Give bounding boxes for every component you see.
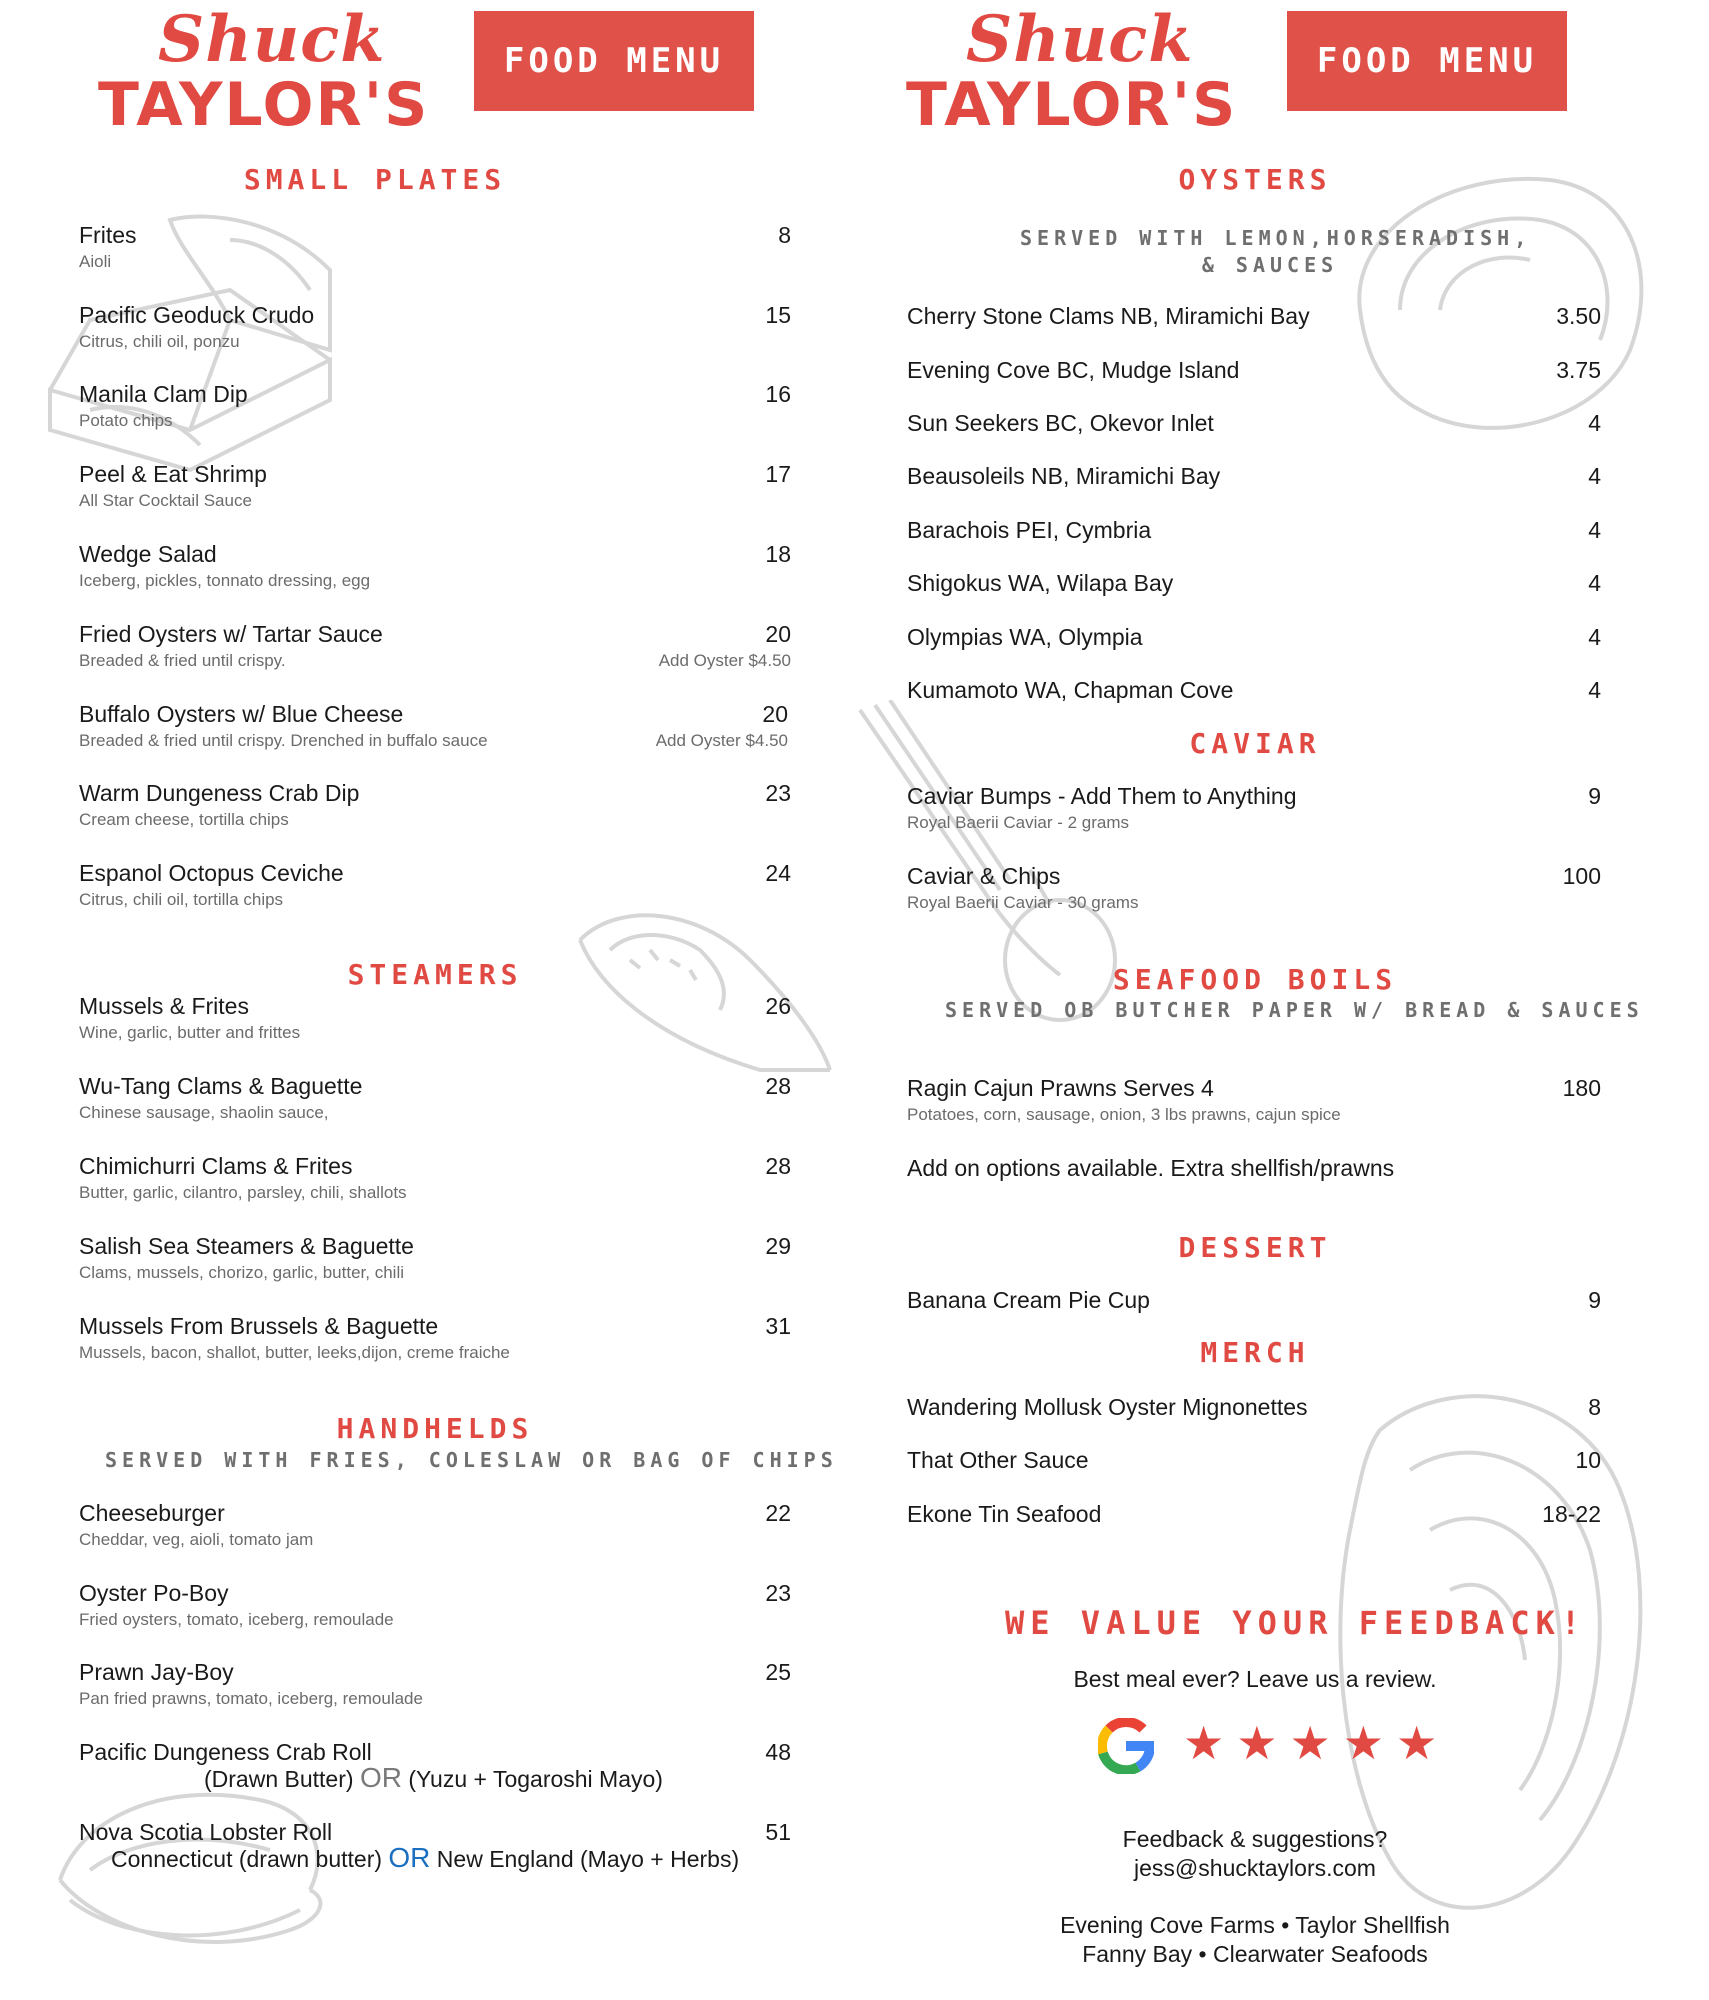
menu-item xyxy=(79,1500,791,1550)
item-price: 31 xyxy=(765,1313,791,1339)
menu-item xyxy=(79,541,791,591)
section-subtitle: & SAUCES xyxy=(1201,253,1339,277)
item-addon: Add Oyster $4.50 xyxy=(655,731,788,750)
menu-item xyxy=(907,863,1601,913)
menu-item xyxy=(79,1153,791,1203)
or-separator: OR xyxy=(388,1842,431,1873)
item-name: Banana Cream Pie Cup xyxy=(907,1287,1150,1313)
item-name: Cheeseburger xyxy=(79,1500,225,1526)
item-description: Potato chips xyxy=(79,411,173,430)
item-price: 51 xyxy=(765,1819,791,1845)
menu-item xyxy=(907,303,1601,333)
menu-item xyxy=(907,410,1601,440)
item-price: 24 xyxy=(765,860,791,886)
item-addon: Add Oyster $4.50 xyxy=(658,651,791,670)
menu-item xyxy=(79,1313,791,1363)
item-name: Frites xyxy=(79,222,137,248)
item-price: 3.75 xyxy=(1556,357,1601,383)
item-options xyxy=(204,1762,663,1794)
item-description: All Star Cocktail Sauce xyxy=(79,491,252,510)
item-description: Breaded & fried until crispy. Drenched in buffalo sauce xyxy=(79,731,488,750)
item-description: Citrus, chili oil, ponzu xyxy=(79,332,240,351)
menu-item xyxy=(79,1233,791,1283)
menu-item xyxy=(907,1287,1601,1317)
menu-item xyxy=(907,463,1601,493)
item-price: 4 xyxy=(1588,677,1601,703)
item-price: 17 xyxy=(765,461,791,487)
item-price: 3.50 xyxy=(1556,303,1601,329)
item-price: 20 xyxy=(762,701,788,727)
item-price: 4 xyxy=(1588,410,1601,436)
menu-item xyxy=(907,1501,1601,1531)
item-description: Cheddar, veg, aioli, tomato jam xyxy=(79,1530,314,1549)
item-name: Pacific Geoduck Crudo xyxy=(79,302,315,328)
section-subtitle: SERVED WITH LEMON,HORSERADISH, xyxy=(1020,226,1532,250)
menu-item xyxy=(907,677,1601,707)
item-price: 180 xyxy=(1562,1075,1601,1101)
item-description: Iceberg, pickles, tonnato dressing, egg xyxy=(79,571,371,590)
section-title-seafood-boils: SEAFOOD BOILS xyxy=(1112,963,1398,996)
item-name: Mussels From Brussels & Baguette xyxy=(79,1313,439,1339)
item-name: Ekone Tin Seafood xyxy=(907,1501,1102,1527)
menu-item xyxy=(907,783,1601,833)
item-name: Oyster Po-Boy xyxy=(79,1580,229,1606)
item-description: Pan fried prawns, tomato, iceberg, remoulade xyxy=(79,1689,423,1708)
item-name: Buffalo Oysters w/ Blue Cheese xyxy=(79,701,404,727)
menu-item xyxy=(79,1073,791,1123)
item-description: Mussels, bacon, shallot, butter, leeks,dijon, creme fraiche xyxy=(79,1343,510,1362)
item-price: 28 xyxy=(765,1073,791,1099)
section-title-small-plates: SMALL PLATES xyxy=(243,163,507,196)
item-description: Chinese sausage, shaolin sauce, xyxy=(79,1103,329,1122)
item-price: 10 xyxy=(1575,1447,1601,1473)
item-price: 48 xyxy=(765,1739,791,1765)
menu-item xyxy=(79,621,791,671)
item-price: 26 xyxy=(765,993,791,1019)
logo-script: Shuck xyxy=(158,2,386,77)
menu-item xyxy=(79,701,788,751)
item-description: Breaded & fried until crispy. xyxy=(79,651,286,670)
item-price: 20 xyxy=(765,621,791,647)
item-description: Royal Baerii Caviar - 30 grams xyxy=(907,893,1139,912)
item-description: Citrus, chili oil, tortilla chips xyxy=(79,890,284,909)
item-name: Pacific Dungeness Crab Roll xyxy=(79,1739,372,1765)
menu-item xyxy=(907,1075,1601,1125)
item-price: 29 xyxy=(765,1233,791,1259)
item-price: 16 xyxy=(765,381,791,407)
item-price: 22 xyxy=(765,1500,791,1526)
item-name: Nova Scotia Lobster Roll xyxy=(79,1819,333,1845)
item-name: Prawn Jay-Boy xyxy=(79,1659,234,1685)
menu-item xyxy=(79,1659,791,1709)
section-title-steamers: STEAMERS xyxy=(347,958,523,991)
feedback-email-link[interactable]: jess@shucktaylors.com xyxy=(1134,1855,1376,1881)
option-b: (Yuzu + Togaroshi Mayo) xyxy=(408,1766,663,1792)
section-subtitle: SERVED OB BUTCHER PAPER W/ BREAD & SAUCES xyxy=(945,998,1644,1022)
menu-item xyxy=(79,1580,791,1630)
menu-item xyxy=(907,624,1601,654)
item-price: 4 xyxy=(1588,624,1601,650)
item-price: 4 xyxy=(1588,570,1601,596)
logo xyxy=(906,2,1238,140)
section-title-caviar: CAVIAR xyxy=(1189,727,1321,760)
item-name: Warm Dungeness Crab Dip xyxy=(79,780,360,806)
item-description: Royal Baerii Caviar - 2 grams xyxy=(907,813,1130,832)
item-description: Aioli xyxy=(79,252,112,271)
item-description: Fried oysters, tomato, iceberg, remoulade xyxy=(79,1610,394,1629)
section-title-handhelds: HANDHELDS xyxy=(336,1412,534,1445)
option-b: New England (Mayo + Herbs) xyxy=(436,1846,740,1872)
partners-line: Evening Cove Farms • Taylor Shellfish xyxy=(1060,1912,1450,1938)
menu-item xyxy=(79,461,791,511)
menu-item xyxy=(79,860,791,910)
item-name: Espanol Octopus Ceviche xyxy=(79,860,344,886)
item-price: 9 xyxy=(1588,783,1601,809)
item-price: 4 xyxy=(1588,517,1601,543)
item-name: Mussels & Frites xyxy=(79,993,249,1019)
logo-script: Shuck xyxy=(966,2,1194,77)
item-name: Wedge Salad xyxy=(79,541,217,567)
item-price: 4 xyxy=(1588,463,1601,489)
section-subtitle: SERVED WITH FRIES, COLESLAW OR BAG OF CHIPS xyxy=(105,1448,838,1472)
menu-item xyxy=(79,381,791,431)
item-name: Ragin Cajun Prawns Serves 4 xyxy=(907,1075,1214,1101)
item-name: Salish Sea Steamers & Baguette xyxy=(79,1233,414,1259)
item-description: Wine, garlic, butter and frittes xyxy=(79,1023,301,1042)
menu-item xyxy=(907,1447,1601,1477)
taco-sketch xyxy=(560,900,840,1080)
item-description: Cream cheese, tortilla chips xyxy=(79,810,289,829)
item-price: 100 xyxy=(1562,863,1601,889)
item-price: 23 xyxy=(765,780,791,806)
item-name: Peel & Eat Shrimp xyxy=(79,461,267,487)
item-name: Sun Seekers BC, Okevor Inlet xyxy=(907,410,1214,436)
item-name: Beausoleils NB, Miramichi Bay xyxy=(907,463,1221,489)
item-name: Shigokus WA, Wilapa Bay xyxy=(907,570,1174,596)
feedback-prompt: Best meal ever? Leave us a review. xyxy=(1073,1666,1437,1692)
item-price: 15 xyxy=(765,302,791,328)
item-name: Cherry Stone Clams NB, Miramichi Bay xyxy=(907,303,1310,329)
item-options xyxy=(111,1842,739,1874)
item-price: 23 xyxy=(765,1580,791,1606)
star-rating[interactable]: ★★★★★ xyxy=(1183,1716,1450,1770)
item-name: Wu-Tang Clams & Baguette xyxy=(79,1073,363,1099)
item-name: Olympias WA, Olympia xyxy=(907,624,1143,650)
item-name: Fried Oysters w/ Tartar Sauce xyxy=(79,621,383,647)
option-a: Connecticut (drawn butter) xyxy=(111,1846,383,1872)
menu-item xyxy=(79,993,791,1043)
item-price: 25 xyxy=(765,1659,791,1685)
item-name: Kumamoto WA, Chapman Cove xyxy=(907,677,1234,703)
menu-item xyxy=(907,570,1601,600)
item-name: Evening Cove BC, Mudge Island xyxy=(907,357,1240,383)
item-description: Butter, garlic, cilantro, parsley, chili, shallots xyxy=(79,1183,407,1202)
item-price: 8 xyxy=(1588,1394,1601,1420)
item-price: 28 xyxy=(765,1153,791,1179)
feedback-title: WE VALUE YOUR FEEDBACK! xyxy=(1005,1604,1587,1642)
logo-wordmark: TAYLOR'S xyxy=(98,70,430,140)
menu-item xyxy=(907,517,1601,547)
item-name: Caviar & Chips xyxy=(907,863,1061,889)
logo-wordmark: TAYLOR'S xyxy=(906,70,1238,140)
item-name: Manila Clam Dip xyxy=(79,381,248,407)
food-menu-banner: FOOD MENU xyxy=(1287,11,1567,111)
item-description: Clams, mussels, chorizo, garlic, butter, chili xyxy=(79,1263,404,1282)
or-separator: OR xyxy=(359,1762,402,1793)
section-title-dessert: DESSERT xyxy=(1178,1231,1332,1264)
menu-item xyxy=(79,222,791,272)
partners-line: Fanny Bay • Clearwater Seafoods xyxy=(1082,1941,1428,1967)
seafood-boils-note: Add on options available. Extra shellfish/prawns xyxy=(907,1155,1395,1181)
item-name: Chimichurri Clams & Frites xyxy=(79,1153,353,1179)
section-title-oysters: OYSTERS xyxy=(1178,163,1332,196)
option-a: (Drawn Butter) xyxy=(204,1766,354,1792)
logo xyxy=(98,2,430,140)
menu-item xyxy=(79,302,791,352)
google-icon[interactable] xyxy=(1098,1718,1154,1774)
item-description: Potatoes, corn, sausage, onion, 3 lbs prawns, cajun spice xyxy=(907,1105,1341,1124)
item-name: Wandering Mollusk Oyster Mignonettes xyxy=(907,1394,1308,1420)
item-price: 9 xyxy=(1588,1287,1601,1313)
food-menu-banner: FOOD MENU xyxy=(474,11,754,111)
item-name: Caviar Bumps - Add Them to Anything xyxy=(907,783,1297,809)
menu-item xyxy=(907,1394,1601,1424)
item-name: That Other Sauce xyxy=(907,1447,1089,1473)
item-price: 18-22 xyxy=(1542,1501,1601,1527)
item-name: Barachois PEI, Cymbria xyxy=(907,517,1152,543)
section-title-merch: MERCH xyxy=(1200,1336,1310,1369)
feedback-contact-label: Feedback & suggestions? xyxy=(1122,1826,1388,1852)
item-price: 18 xyxy=(765,541,791,567)
menu-item xyxy=(907,357,1601,387)
menu-item xyxy=(79,780,791,830)
item-price: 8 xyxy=(778,222,791,248)
fork-sketch xyxy=(850,700,1070,980)
